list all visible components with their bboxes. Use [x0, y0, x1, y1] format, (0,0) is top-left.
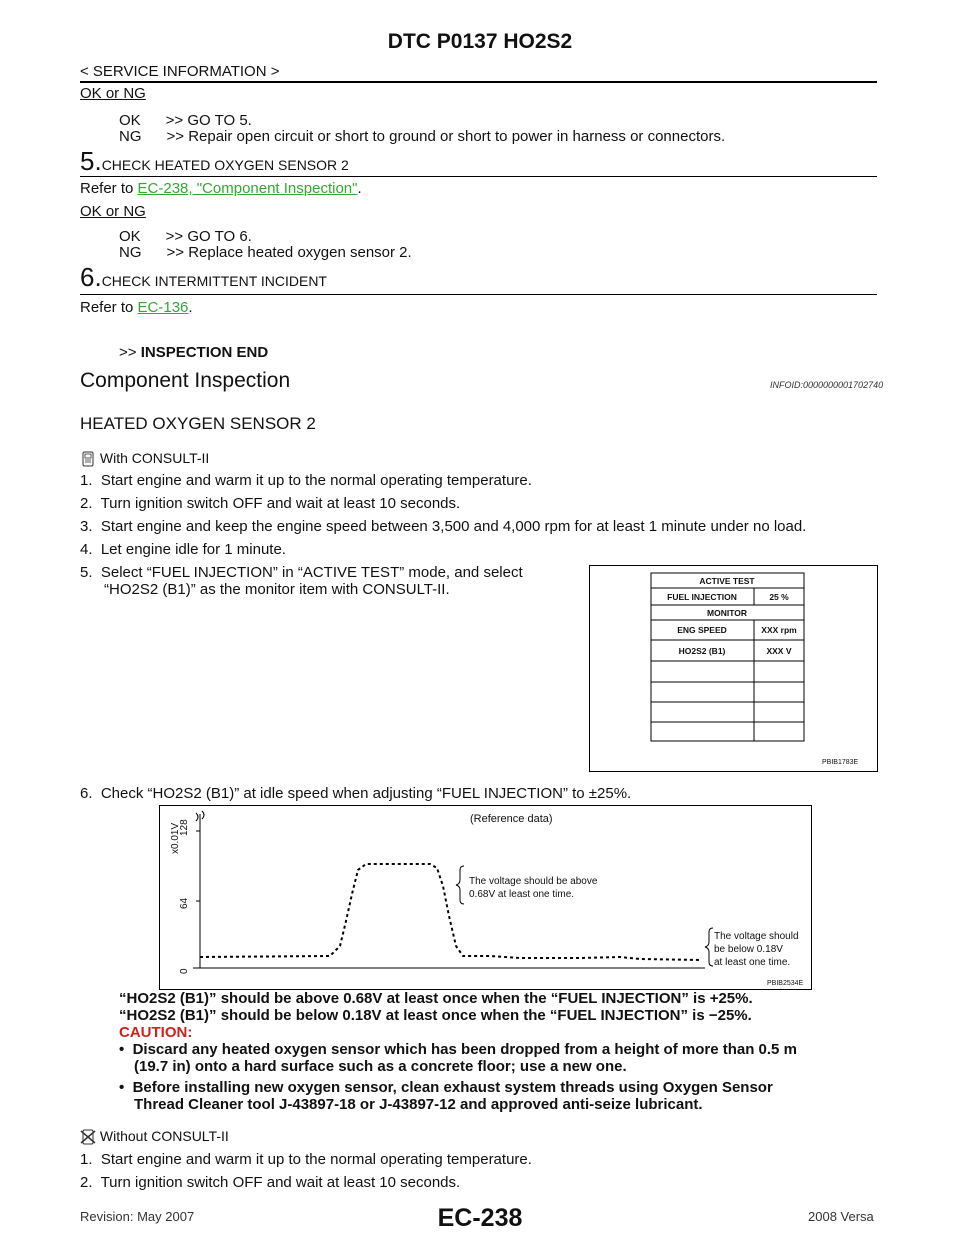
info-id: INFOID:0000000001702740: [770, 380, 884, 390]
procedure-step: 2. Turn ignition switch OFF and wait at least 10 seconds.: [80, 1174, 461, 1191]
tick-64: 64: [179, 897, 190, 909]
model-label: 2008 Versa: [808, 1209, 874, 1224]
refer-line: [80, 299, 193, 317]
note-below-line2: be below 0.18V: [714, 944, 783, 955]
ok-or-ng-label: OK or NG: [80, 85, 146, 102]
consult-screen-table: [590, 566, 877, 771]
eng-speed-label: ENG SPEED: [677, 625, 727, 635]
refer-suffix: .: [188, 299, 193, 316]
procedure-step: 6. Check “HO2S2 (B1)” at idle speed when adjusting “FUEL INJECTION” to ±25%.: [80, 785, 632, 802]
ho2s2-label: HO2S2 (B1): [678, 646, 726, 656]
step-title: CHECK HEATED OXYGEN SENSOR 2: [101, 157, 349, 173]
result-ng: NG >> Replace heated oxygen sensor 2.: [119, 244, 412, 261]
result-ok: OK >> GO TO 5.: [119, 112, 252, 129]
step-number: 5.: [80, 146, 102, 176]
procedure-step-cont: “HO2S2 (B1)” as the monitor item with CONSULT-II.: [104, 581, 450, 598]
revision-label: Revision: May 2007: [80, 1209, 195, 1224]
section-heading: Component Inspection: [80, 369, 291, 392]
without-consult-line: [80, 1127, 229, 1145]
active-test-label: ACTIVE TEST: [699, 576, 755, 586]
caution-label: CAUTION:: [119, 1024, 193, 1041]
procedure-step: 1. Start engine and warm it up to the normal operating temperature.: [80, 1151, 532, 1168]
procedure-step: 2. Turn ignition switch OFF and wait at least 10 seconds.: [80, 495, 461, 512]
step-number: 6.: [80, 262, 102, 292]
step-rule: [80, 294, 877, 295]
page-title: DTC P0137 HO2S2: [387, 30, 573, 53]
monitor-label: MONITOR: [707, 608, 747, 618]
step-title: CHECK INTERMITTENT INCIDENT: [101, 273, 327, 289]
reference-label: (Reference data): [470, 813, 553, 825]
eng-speed-value: XXX rpm: [761, 625, 797, 635]
y-unit-label: x0.01V: [170, 822, 181, 854]
subsection-heading: HEATED OXYGEN SENSOR 2: [80, 414, 316, 433]
note-above-line1: The voltage should be above: [469, 876, 598, 887]
bracket-high: [456, 866, 464, 904]
page-number: EC-238: [437, 1204, 523, 1232]
procedure-step: 4. Let engine idle for 1 minute.: [80, 541, 286, 558]
consult-tool-icon: [80, 451, 96, 467]
procedure-step: 3. Start engine and keep the engine speed between 3,500 and 4,000 rpm for at least 1 minute under no load.: [80, 518, 807, 535]
step-5-heading: [80, 146, 349, 177]
figure-id: PBIB2534E: [767, 980, 804, 987]
component-inspection-link[interactable]: EC-238, "Component Inspection": [137, 180, 358, 197]
ec-136-link[interactable]: EC-136: [137, 299, 189, 316]
with-consult-label: With CONSULT-II: [99, 450, 210, 466]
result-line: “HO2S2 (B1)” should be below 0.18V at least once when the “FUEL INJECTION” is −25%.: [119, 1007, 752, 1024]
caution-bullet: • Before installing new oxygen sensor, clean exhaust system threads using Oxygen Sensor: [119, 1079, 773, 1096]
no-consult-tool-icon: [80, 1129, 96, 1145]
procedure-step: 5. Select “FUEL INJECTION” in “ACTIVE TEST” mode, and select: [80, 564, 523, 581]
refer-prefix: Refer to: [80, 299, 138, 316]
section-label: < SERVICE INFORMATION >: [80, 63, 280, 80]
procedure-step: 1. Start engine and warm it up to the normal operating temperature.: [80, 472, 532, 489]
end-label: INSPECTION END: [140, 344, 269, 361]
voltage-trace: [200, 864, 700, 960]
caution-bullet-cont: (19.7 in) onto a hard surface such as a concrete floor; use a new one.: [134, 1058, 627, 1075]
result-ng: NG >> Repair open circuit or short to ground or short to power in harness or connectors.: [119, 128, 726, 145]
voltage-graph: [160, 806, 811, 989]
without-consult-label: Without CONSULT-II: [99, 1128, 229, 1144]
with-consult-line: [80, 449, 209, 467]
tick-0: 0: [179, 968, 190, 974]
step-rule: [80, 176, 877, 177]
fuel-injection-label: FUEL INJECTION: [667, 592, 737, 602]
end-prefix: >>: [119, 344, 141, 361]
fuel-injection-value: 25 %: [769, 592, 789, 602]
note-below-line1: The voltage should: [714, 931, 799, 942]
caution-bullet-cont: Thread Cleaner tool J-43897-18 or J-43897-12 and approved anti-seize lubricant.: [134, 1096, 703, 1113]
result-ok: OK >> GO TO 6.: [119, 228, 252, 245]
tick-128: 128: [179, 819, 190, 836]
inspection-end: [119, 344, 268, 362]
refer-prefix: Refer to: [80, 180, 138, 197]
refer-suffix: .: [357, 180, 362, 197]
ho2s2-value: XXX V: [766, 646, 792, 656]
refer-line: [80, 180, 362, 198]
consult-screen-figure: [589, 565, 878, 772]
step-6-heading: [80, 262, 327, 293]
bracket-low: [705, 928, 713, 966]
ok-or-ng-label: OK or NG: [80, 203, 146, 220]
figure-id: PBIB1783E: [822, 759, 859, 766]
result-line: “HO2S2 (B1)” should be above 0.68V at least once when the “FUEL INJECTION” is +25%.: [119, 990, 753, 1007]
note-below-line3: at least one time.: [714, 957, 791, 968]
note-above-line2: 0.68V at least one time.: [469, 889, 575, 900]
header-rule: [80, 81, 877, 83]
voltage-graph-figure: [159, 805, 812, 990]
caution-bullet: • Discard any heated oxygen sensor which has been dropped from a height of more than 0.5 m: [119, 1041, 797, 1058]
